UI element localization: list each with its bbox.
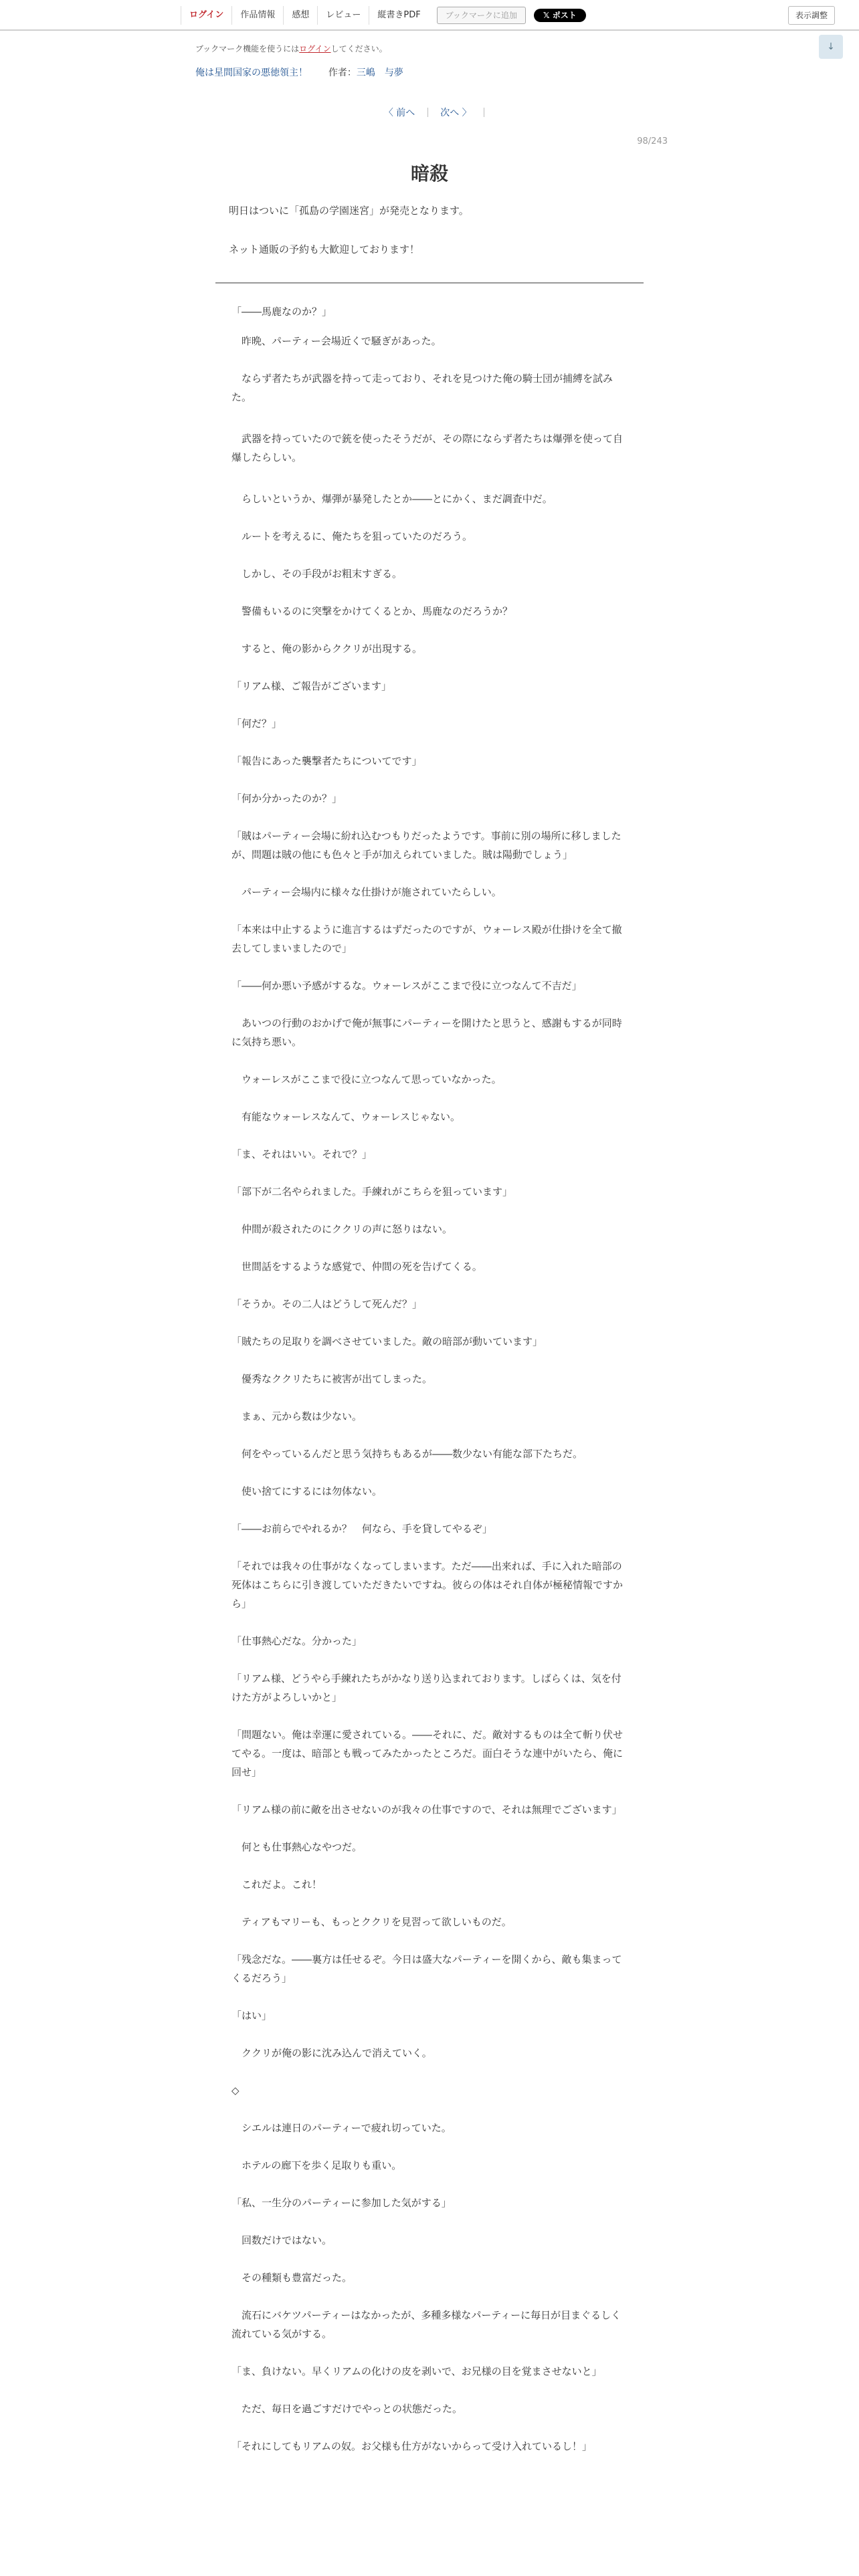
- x-post-button[interactable]: 𝕏 ポスト: [534, 9, 586, 22]
- author-link[interactable]: 三嶋 与夢: [356, 68, 403, 78]
- body-paragraph: 回数だけではない。: [231, 2234, 332, 2246]
- body-paragraph: 「賊たちの足取りを調べさせていました。敵の暗部が動いています」: [231, 1335, 543, 1348]
- add-bookmark-button[interactable]: ブックマークに追加: [437, 7, 526, 24]
- body-paragraph: 「部下が二名やられました。手練れがこちらを狙っています」: [231, 1186, 513, 1198]
- body-paragraph: 優秀なククリたちに被害が出てしまった。: [231, 1373, 433, 1385]
- preface: [229, 201, 630, 278]
- notice-login-link[interactable]: ログイン: [299, 44, 331, 53]
- body-paragraph: ただ、毎日を過ごすだけでやっとの状態だった。: [231, 2403, 463, 2415]
- header-nav: [181, 6, 586, 25]
- login-link[interactable]: ログイン: [181, 6, 231, 25]
- body-paragraph: まぁ、元から数は少ない。: [231, 1410, 363, 1422]
- body-paragraph: 仲間が殺されたのにククリの声に怒りはない。: [231, 1223, 453, 1235]
- impressions-link[interactable]: 感想: [283, 6, 317, 25]
- body-paragraph: 使い捨てにするには勿体ない。: [231, 1485, 383, 1497]
- body-paragraph: 「仕事熱心だな。分かった」: [231, 1635, 363, 1647]
- arrow-down-icon: ↓: [827, 41, 835, 52]
- body-paragraph: 「それにしてもリアムの奴。お父様も仕方がないからって受け入れているし！」: [231, 2440, 592, 2452]
- body-paragraph: 有能なウォーレスなんて、ウォーレスじゃない。: [231, 1111, 461, 1123]
- body-paragraph: 「何か分かったのか？」: [231, 792, 343, 804]
- body-paragraph: ティアもマリーも、もっとククリを見習って欲しいものだ。: [231, 1916, 512, 1928]
- body-paragraph: 「報告にあった襲撃者たちについてです」: [231, 755, 422, 767]
- episode-pager: [0, 106, 859, 119]
- body-paragraph: 「賊はパーティー会場に紛れ込むつもりだったようです。事前に別の場所に移しましたが、問題は賊の他にも色々と手が加えられていました。賊は陽動でしょう」: [231, 830, 622, 861]
- body-paragraph: 「そうか。その二人はどうして死んだ？」: [231, 1298, 423, 1310]
- body-paragraph: パーティー会場内に様々な仕掛けが施されていたらしい。: [231, 886, 502, 898]
- body-paragraph: 「私、一生分のパーティーに参加した気がする」: [231, 2197, 452, 2209]
- body-paragraph: 「はい」: [231, 2010, 272, 2022]
- body-paragraph: ククリが俺の影に沈み込んで消えていく。: [231, 2047, 432, 2059]
- series-title-link[interactable]: 俺は星間国家の悪徳領主！: [195, 68, 308, 78]
- body-paragraph: 「ま、それはいい。それで？」: [231, 1148, 373, 1160]
- body-paragraph: ウォーレスがここまで役に立つなんて思っていなかった。: [231, 1073, 502, 1085]
- body-paragraph: 世間話をするような感覚で、仲間の死を告げてくる。: [231, 1261, 482, 1273]
- preface-line: 明日はついに「孤島の学園迷宮」が発売となります。: [229, 205, 469, 217]
- body-paragraph: 「――お前らでやれるか？ 何なら、手を貸してやるぞ」: [231, 1523, 492, 1535]
- chapter-body: [231, 302, 629, 2474]
- body-paragraph: 「リアム様、ご報告がございます」: [231, 680, 391, 692]
- body-paragraph: しかし、その手段がお粗末すぎる。: [231, 568, 403, 580]
- next-episode-link[interactable]: 次へ 〉: [440, 108, 472, 118]
- body-paragraph: 流石にバケツパーティーはなかったが、多種多様なパーティーに毎日が目まぐるしく流れている気がする。: [231, 2309, 622, 2340]
- body-paragraph: 「リアム様、どうやら手練れたちがかなり送り込まれております。しばらくは、気を付けた方がよろしいかと」: [231, 1673, 622, 1703]
- body-paragraph: 「残念だな。――裏方は任せるぞ。今日は盛大なパーティーを開くから、敵も集まってくるだろう」: [231, 1953, 622, 1984]
- body-paragraph: 何をやっているんだと思う気持ちもあるが――数少ない有能な部下たちだ。: [231, 1448, 583, 1460]
- body-paragraph: 「それでは我々の仕事がなくなってしまいます。ただ――出来れば、手に入れた暗部の死体はこちらに引き渡していただきたいですね。彼らの体はそれ自体が極秘情報ですから」: [231, 1560, 624, 1610]
- body-paragraph: あいつの行動のおかげで俺が無事にパーティーを開けたと思うと、感謝もするが同時に気持ち悪い。: [231, 1017, 622, 1048]
- body-paragraph: 何とも仕事熱心なやつだ。: [231, 1841, 363, 1853]
- body-paragraph: すると、俺の影からククリが出現する。: [231, 643, 423, 655]
- body-paragraph: ルートを考えるに、俺たちを狙っていたのだろう。: [231, 530, 473, 542]
- review-link[interactable]: レビュー: [317, 6, 369, 25]
- series-info: [195, 66, 403, 79]
- scroll-down-button[interactable]: [819, 35, 843, 59]
- preface-line: ネット通販の予約も大歓迎しております！: [229, 243, 420, 255]
- notice-text-after: してください。: [330, 44, 387, 53]
- display-settings-button[interactable]: 表示調整: [788, 6, 835, 25]
- chapter-title: 暗殺: [410, 163, 448, 185]
- pager-divider: [427, 108, 428, 117]
- author-label: 作者：: [328, 68, 357, 78]
- body-paragraph: 「ま、負けない。早くリアムの化けの皮を剥いで、お兄様の目を覚まさせないと」: [231, 2365, 602, 2377]
- body-paragraph: シエルは連日のパーティーで疲れ切っていた。: [231, 2122, 452, 2134]
- body-paragraph: ホテルの廊下を歩く足取りも重い。: [231, 2159, 402, 2171]
- body-paragraph: ◇: [231, 2084, 240, 2097]
- body-paragraph: 「何だ？」: [231, 718, 282, 730]
- body-paragraph: 「――馬鹿なのか？」: [231, 306, 332, 318]
- login-notice: [195, 43, 387, 54]
- body-paragraph: その種類も豊富だった。: [231, 2272, 353, 2284]
- preface-divider: [215, 282, 644, 284]
- notice-text-before: ブックマーク機能を使うには: [195, 44, 300, 53]
- body-paragraph: 「問題ない。俺は幸運に愛されている。――それに、だ。敵対するものは全て斬り伏せてやる。一度は、暗部とも戦ってみたかったところだ。面白そうな連中がいたら、俺に回せ」: [231, 1729, 624, 1778]
- top-bar: [0, 0, 859, 31]
- prev-episode-link[interactable]: 〈 前へ: [383, 108, 415, 118]
- body-paragraph: 警備もいるのに突撃をかけてくるとか、馬鹿なのだろうか？: [231, 605, 513, 617]
- body-paragraph: 「本来は中止するように進言するはずだったのですが、ウォーレス殿が仕掛けを全て撤去してしまいましたので」: [231, 924, 622, 954]
- body-paragraph: ならず者たちが武器を持って走っており、それを見つけた俺の騎士団が捕縛を試みた。: [231, 372, 613, 403]
- vertical-pdf-link[interactable]: 縦書きPDF: [369, 6, 428, 25]
- work-info-link[interactable]: 作品情報: [231, 6, 283, 25]
- body-paragraph: らしいというか、爆弾が暴発したとか――とにかく、まだ調査中だ。: [231, 493, 553, 505]
- body-paragraph: 「リアム様の前に敵を出させないのが我々の仕事ですので、それは無理でございます」: [231, 1804, 622, 1816]
- episode-counter: 98/243: [637, 136, 668, 146]
- body-paragraph: 昨晩、パーティー会場近くで騒ぎがあった。: [231, 335, 442, 347]
- body-paragraph: これだよ。これ！: [231, 1879, 322, 1891]
- body-paragraph: 「――何か悪い予感がするな。ウォーレスがここまで役に立つなんて不吉だ」: [231, 980, 582, 992]
- body-paragraph: 武器を持っていたので銃を使ったそうだが、その際にならず者たちは爆弾を使って自爆したらしい。: [231, 433, 624, 463]
